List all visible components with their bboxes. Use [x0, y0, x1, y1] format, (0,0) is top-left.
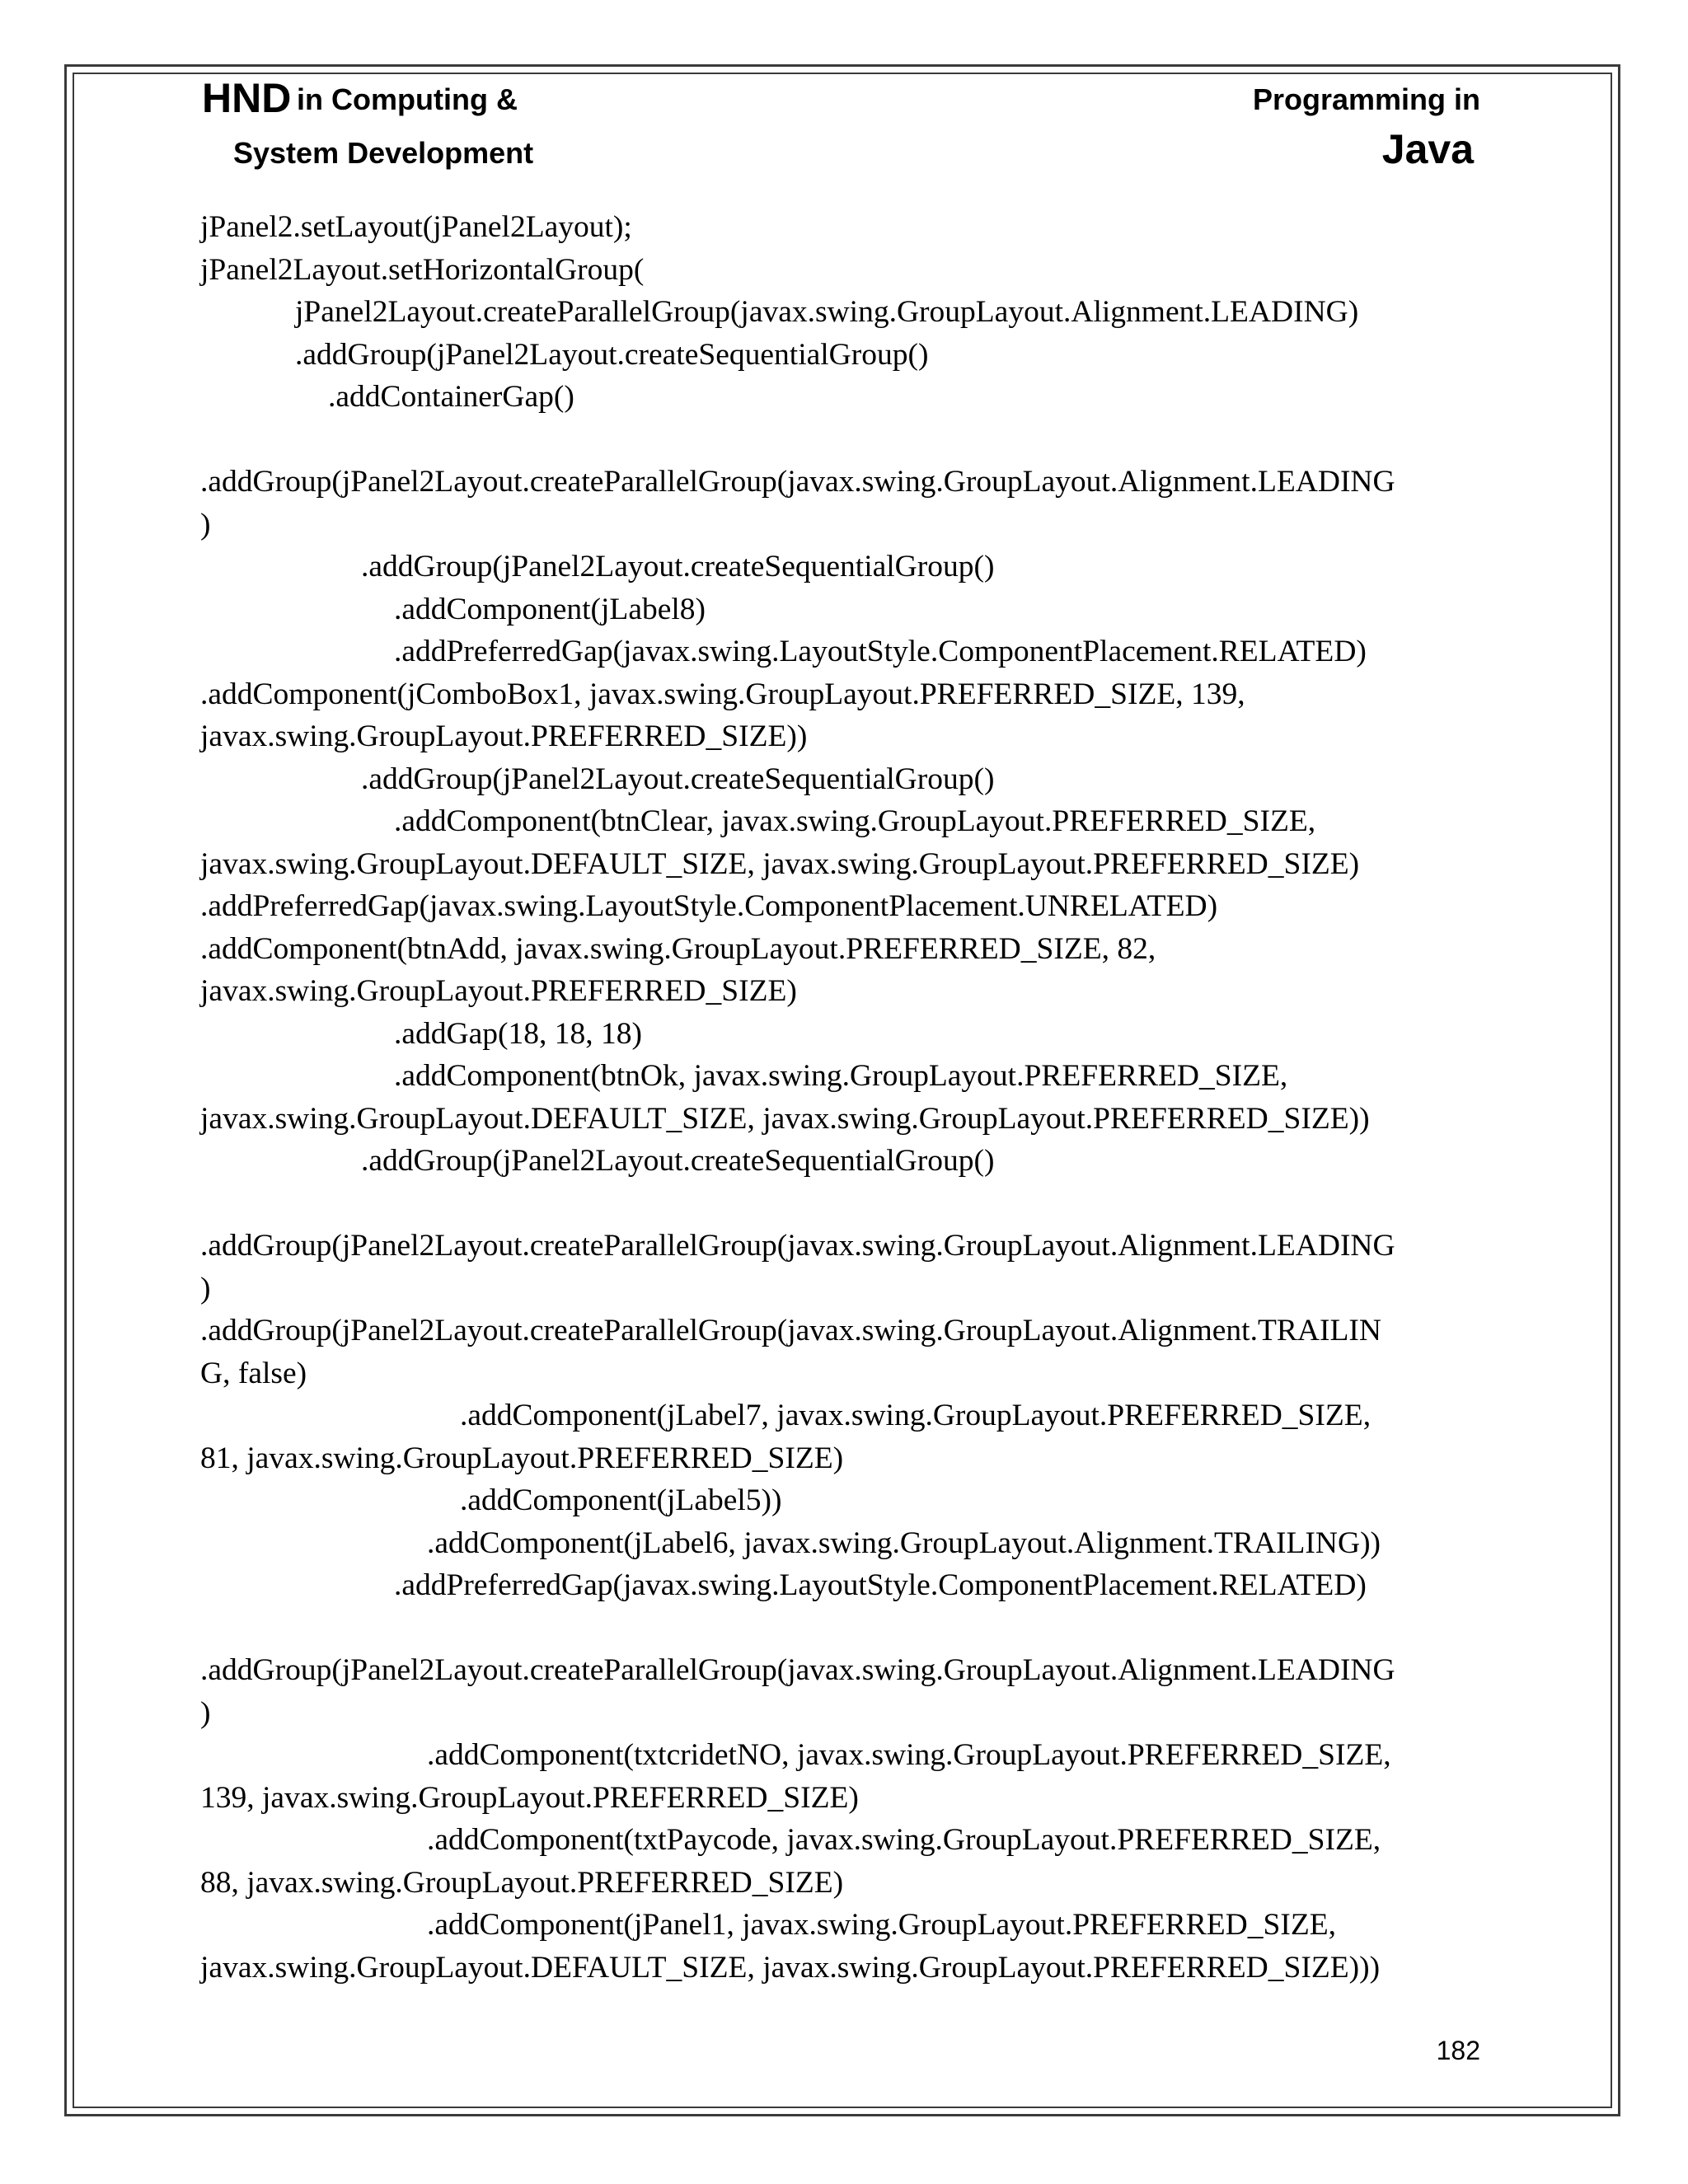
header-system-development: System Development [233, 136, 534, 170]
code-listing [200, 206, 1486, 1989]
code-line: .addPreferredGap(javax.swing.LayoutStyle.ComponentPlacement.RELATED) [394, 635, 1367, 668]
code-line: .addGroup(jPanel2Layout.createSequentialGroup() [361, 762, 995, 796]
code-line: javax.swing.GroupLayout.PREFERRED_SIZE) [200, 974, 797, 1008]
code-line: .addGroup(jPanel2Layout.createSequentialGroup() [361, 1144, 995, 1178]
header-hnd: HND [202, 75, 292, 121]
code-line: .addComponent(jLabel6, javax.swing.GroupLayout.Alignment.TRAILING)) [427, 1526, 1381, 1560]
code-line: .addGroup(jPanel2Layout.createParallelGroup(javax.swing.GroupLayout.Alignment.LEADING [200, 1653, 1395, 1687]
code-line: javax.swing.GroupLayout.PREFERRED_SIZE)) [200, 719, 808, 753]
code-line: .addGroup(jPanel2Layout.createParallelGroup(javax.swing.GroupLayout.Alignment.LEADING [200, 1229, 1395, 1263]
code-line: 139, javax.swing.GroupLayout.PREFERRED_SIZE) [200, 1780, 859, 1815]
code-line: .addGroup(jPanel2Layout.createParallelGroup(javax.swing.GroupLayout.Alignment.LEADING [200, 465, 1395, 499]
code-line: .addComponent(btnOk, javax.swing.GroupLayout.PREFERRED_SIZE, [394, 1059, 1288, 1093]
header-in-computing: in Computing & [297, 82, 518, 116]
code-line: .addComponent(jComboBox1, javax.swing.GroupLayout.PREFERRED_SIZE, 139, [200, 677, 1245, 711]
code-line: .addComponent(txtcridetNO, javax.swing.GroupLayout.PREFERRED_SIZE, [427, 1738, 1391, 1772]
code-line: jPanel2Layout.setHorizontalGroup( [200, 252, 645, 287]
code-line: jPanel2.setLayout(jPanel2Layout); [200, 210, 632, 244]
header-java: Java [1381, 126, 1474, 172]
code-line: .addPreferredGap(javax.swing.LayoutStyle.ComponentPlacement.RELATED) [394, 1568, 1367, 1602]
code-line: .addComponent(txtPaycode, javax.swing.GroupLayout.PREFERRED_SIZE, [427, 1823, 1381, 1857]
code-line: ) [200, 1271, 211, 1305]
code-line: .addComponent(btnAdd, javax.swing.GroupLayout.PREFERRED_SIZE, 82, [200, 931, 1156, 966]
code-line: .addComponent(btnClear, javax.swing.GroupLayout.PREFERRED_SIZE, [394, 804, 1316, 838]
header-programming-in: Programming in [1252, 82, 1480, 116]
code-line [200, 419, 1486, 462]
code-line [200, 1607, 1486, 1650]
code-line [200, 1183, 1486, 1226]
code-line: javax.swing.GroupLayout.DEFAULT_SIZE, javax.swing.GroupLayout.PREFERRED_SIZE) [200, 846, 1360, 881]
code-line: .addGroup(jPanel2Layout.createSequentialGroup() [361, 550, 995, 583]
page-number: 182 [1436, 2036, 1480, 2065]
code-line: .addComponent(jPanel1, javax.swing.GroupLayout.PREFERRED_SIZE, [427, 1908, 1337, 1942]
code-line: jPanel2Layout.createParallelGroup(javax.swing.GroupLayout.Alignment.LEADING) [295, 295, 1359, 329]
code-line: .addGap(18, 18, 18) [394, 1016, 642, 1051]
code-line: ) [200, 1695, 211, 1730]
code-line: .addComponent(jLabel5)) [460, 1483, 782, 1517]
code-line: .addGroup(jPanel2Layout.createParallelGroup(javax.swing.GroupLayout.Alignment.TRAILIN [200, 1314, 1381, 1347]
code-line: javax.swing.GroupLayout.DEFAULT_SIZE, javax.swing.GroupLayout.PREFERRED_SIZE)) [200, 1101, 1370, 1136]
code-line: .addComponent(jLabel7, javax.swing.GroupLayout.PREFERRED_SIZE, [460, 1399, 1372, 1432]
code-line: javax.swing.GroupLayout.DEFAULT_SIZE, javax.swing.GroupLayout.PREFERRED_SIZE))) [200, 1950, 1381, 1985]
code-line: .addContainerGap() [328, 380, 574, 414]
code-line: ) [200, 507, 211, 541]
code-line: .addPreferredGap(javax.swing.LayoutStyle.ComponentPlacement.UNRELATED) [200, 889, 1218, 923]
code-line: 88, javax.swing.GroupLayout.PREFERRED_SIZE) [200, 1865, 844, 1900]
code-line: .addComponent(jLabel8) [394, 592, 706, 626]
code-line: G, false) [200, 1356, 307, 1390]
code-line: 81, javax.swing.GroupLayout.PREFERRED_SIZE) [200, 1441, 844, 1475]
code-line: .addGroup(jPanel2Layout.createSequentialGroup() [295, 337, 929, 372]
